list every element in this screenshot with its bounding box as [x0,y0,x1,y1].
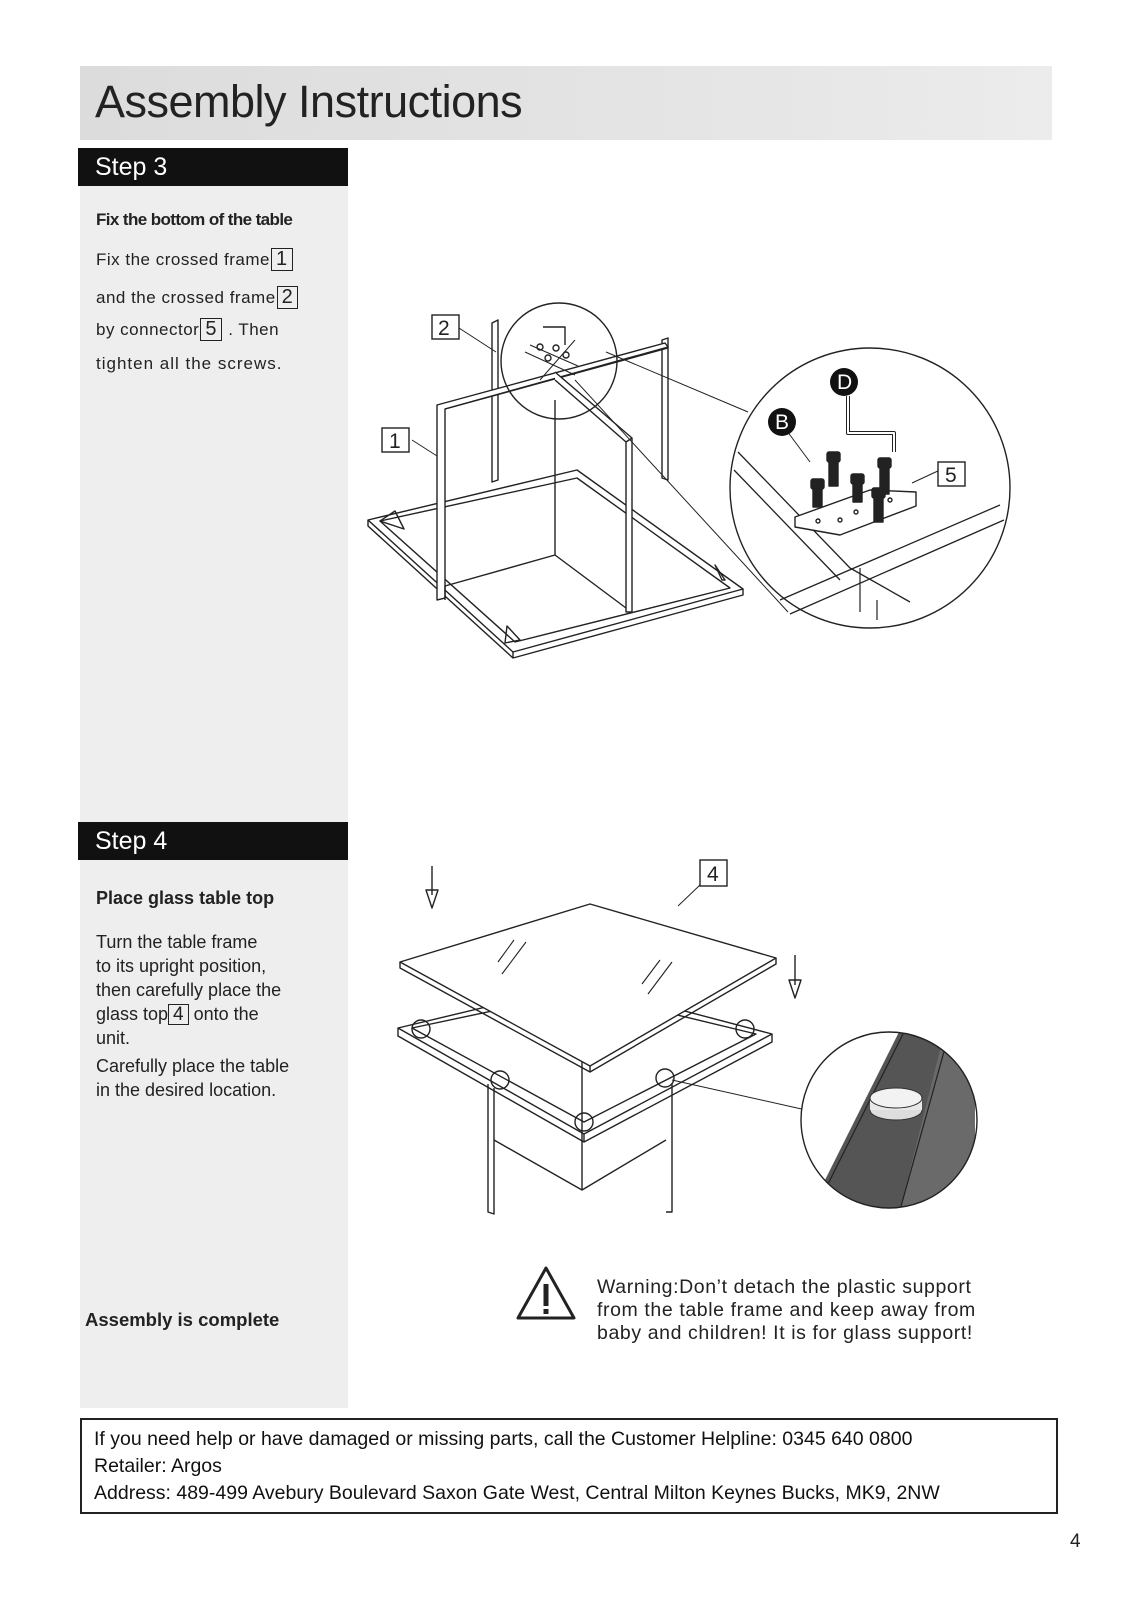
step-3-line-3-text: by connector [96,320,200,339]
step-3-line-1 [96,248,294,271]
screw-label-b: B [775,411,790,434]
step-4-line-1: Turn the table frame [96,932,258,952]
step-4-line-4-tail: onto the [193,1004,259,1024]
step-4-subtitle: Place glass table top [96,888,275,908]
retailer-text: Retailer: Argos [94,1455,222,1477]
helpline-text: If you need help or have damaged or missing parts, call the Customer Helpline: 0345 640 0800 [94,1428,913,1450]
step-4-line-7: in the desired location. [96,1080,277,1100]
assembly-complete-label: Assembly is complete [85,1309,280,1330]
warning-text [597,1276,1037,1345]
part-ref-4: 4 [168,1004,189,1025]
step-4-heading: Step 4 [78,822,348,860]
step-4-illustration [390,855,990,1225]
part-ref-2: 2 [277,286,299,309]
step-4-line-4-text: glass top [96,1004,169,1024]
step-4-instructions [96,930,289,1102]
step-4-line-6: Carefully place the table [96,1056,290,1076]
part-label-2: 2 [438,317,450,340]
helpline-box [80,1418,1058,1514]
step-4-line-5: unit. [96,1028,131,1048]
part-label-4: 4 [707,863,719,886]
part-ref-1: 1 [271,248,293,271]
step-3-line-3 [96,318,279,341]
step-4-line-4 [96,1002,289,1026]
key-label-d: D [837,371,853,394]
warning-line-2: from the table frame and keep away from [597,1299,976,1321]
step-3-line-1-text: Fix the crossed frame [96,250,270,269]
part-label-5: 5 [945,464,957,487]
step-3-illustration [360,290,1020,670]
step-3-line-3-tail: . Then [228,320,280,339]
step-3-line-4: tighten all the screws. [96,354,283,373]
step-4-line-3: then carefully place the [96,980,282,1000]
step-3-subtitle: Fix the bottom of the table [96,210,293,229]
step-4-line-2: to its upright position, [96,956,267,976]
title-bar [80,66,1052,140]
warning-line-3: baby and children! It is for glass support! [597,1322,973,1344]
address-text: Address: 489-499 Avebury Boulevard Saxon Gate West, Central Milton Keynes Bucks, MK9, 2NW [94,1482,940,1504]
page-title: Assembly Instructions [95,76,523,127]
warning-icon [514,1264,578,1322]
step-3-line-2 [96,286,299,309]
step-3-line-2-text: and the crossed frame [96,288,276,307]
part-label-1: 1 [389,430,401,453]
step-3-heading: Step 3 [78,148,348,186]
warning-line-1: Warning:Don’t detach the plastic support [597,1276,972,1298]
page-number: 4 [1070,1531,1081,1552]
part-ref-5: 5 [200,318,222,341]
